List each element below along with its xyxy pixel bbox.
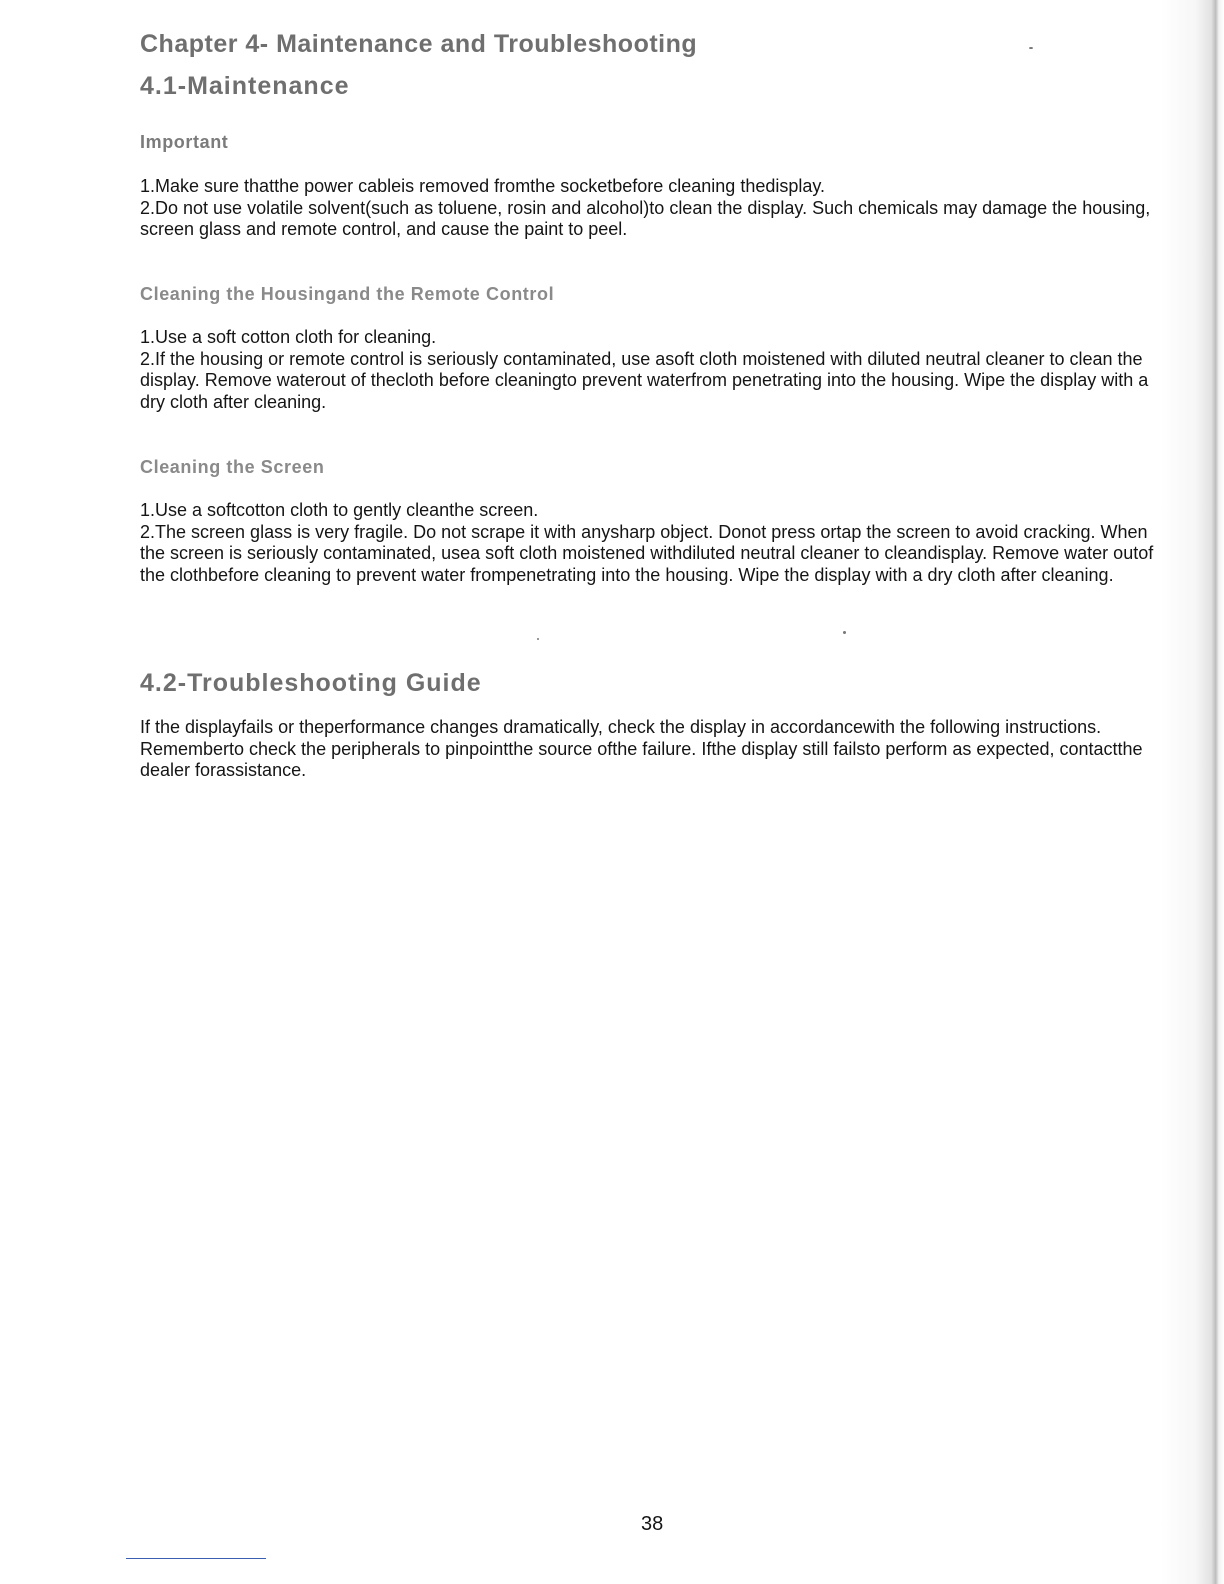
- subheading-cleaning-screen: Cleaning the Screen: [140, 457, 325, 477]
- screen-item: 1.Use a softcotton cloth to gently cleanthe screen.: [140, 500, 539, 520]
- scan-speck: [1029, 47, 1033, 49]
- footer-rule: [126, 1558, 266, 1559]
- screen-item: 2.The screen glass is very fragile. Do not scrape it with anysharp object. Donot press ortap the screen to avoid cracking. When the screen is seriously contaminated, usea soft cloth moistened withdiluted neutral cleaner to cleandisplay. Remove water outof the clothbefore cleaning to prevent water frompenetrating into the housing. Wipe the display with a dry cloth after cleaning.: [140, 521, 1154, 586]
- section-title-troubleshooting: 4.2-Troubleshooting Guide: [140, 669, 482, 697]
- scan-speck: [537, 638, 539, 640]
- page-binding-shadow: [1160, 0, 1224, 1584]
- important-list: [140, 176, 1164, 241]
- section-title-maintenance: 4.1-Maintenance: [140, 72, 350, 100]
- screen-list: [140, 500, 1164, 587]
- subheading-cleaning-housing: Cleaning the Housingand the Remote Control: [140, 284, 555, 304]
- housing-item: 2.If the housing or remote control is seriously contaminated, use asoft cloth moistened with diluted neutral cleaner to clean the display. Remove waterout of thecloth before cleaningto prevent waterfrom penetrating into the housing. Wipe the display with a dry cloth after cleaning.: [140, 348, 1149, 413]
- chapter-title: Chapter 4- Maintenance and Troubleshooting: [140, 30, 698, 58]
- troubleshooting-body: If the displayfails or theperformance changes dramatically, check the display in accordancewith the following instructions. Rememberto check the peripherals to pinpointthe source ofthe failure. Ifthe display still failsto perform as expected, contactthe dealer forassistance.: [140, 717, 1143, 781]
- housing-list: [140, 327, 1164, 414]
- troubleshooting-paragraph: [140, 717, 1164, 782]
- housing-item: 1.Use a soft cotton cloth for cleaning.: [140, 327, 437, 347]
- subheading-important: Important: [140, 132, 229, 152]
- important-item: 2.Do not use volatile solvent(such as toluene, rosin and alcohol)to clean the display. Such chemicals may damage the housing, screen glass and remote control, and cause the paint to peel.: [140, 197, 1151, 240]
- page-number: 38: [641, 1513, 664, 1535]
- important-item: 1.Make sure thatthe power cableis removed fromthe socketbefore cleaning thedisplay.: [140, 176, 826, 196]
- scan-speck: [843, 631, 846, 634]
